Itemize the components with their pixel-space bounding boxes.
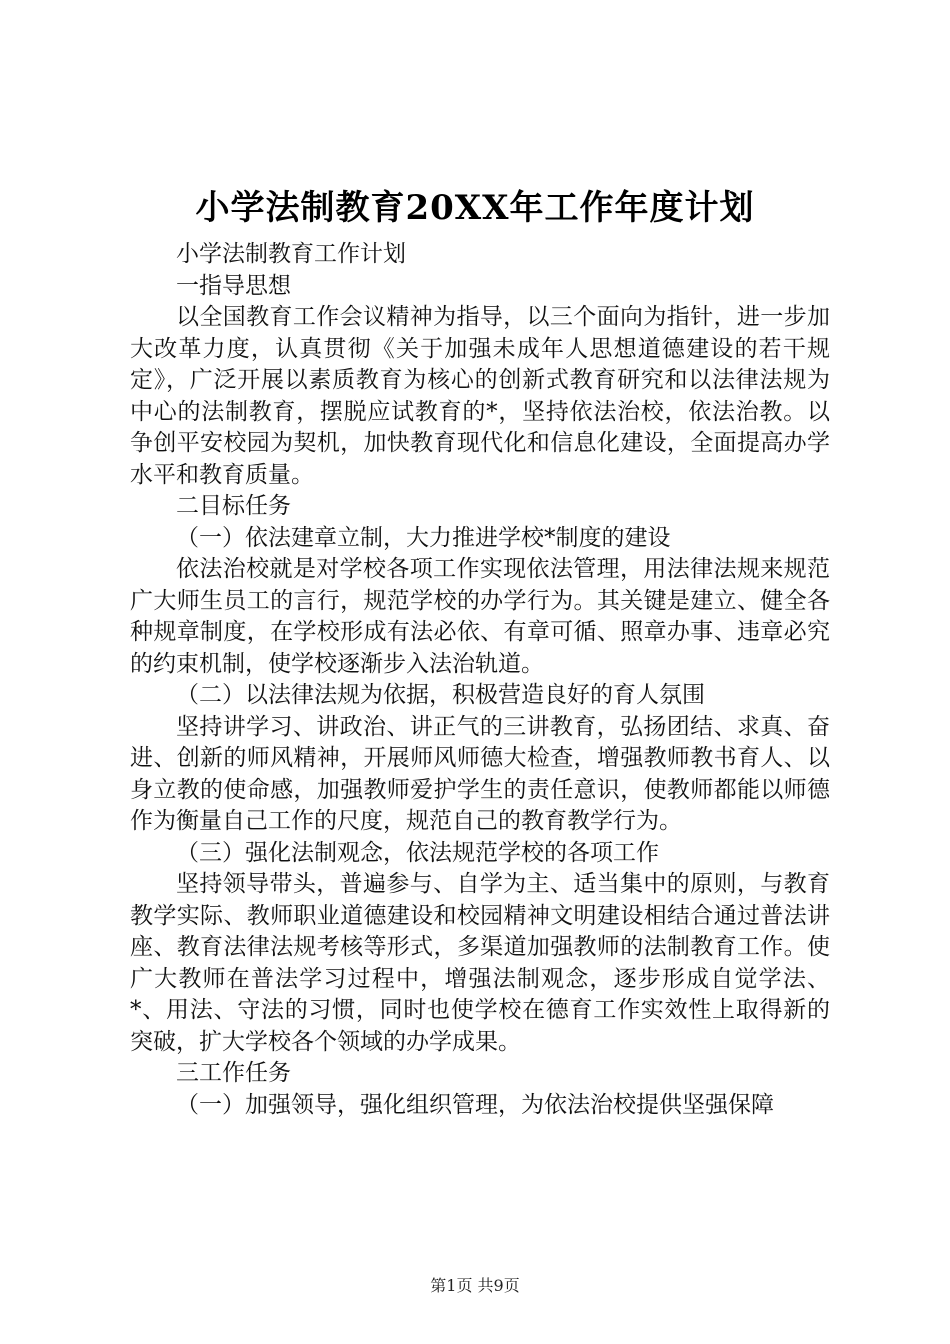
page-number-footer: 第1页 共9页	[430, 1276, 520, 1295]
section-heading: 二目标任务	[176, 493, 291, 519]
body-paragraph: 依法治校就是对学校各项工作实现依法管理，用法律法规来规范广大师生员工的言行，规范学校的办学行为。其关键是建立、健全各种规章制度，在学校形成有法必依、有章可循、照章办事、违章必究的约束机制，使学校逐渐步入法治轨道。	[130, 556, 830, 677]
body-paragraph: 坚持领导带头，普遍参与、自学为主、适当集中的原则，与教育教学实际、教师职业道德建设和校园精神文明建设相结合通过普法讲座、教育法律法规考核等形式，多渠道加强教师的法制教育工作。使广大教师在普法学习过程中，增强法制观念，逐步形成自觉学法、*、用法、守法的习惯，同时也使学校在德育工作实效性上取得新的突破，扩大学校各个领域的办学成果。	[130, 871, 830, 1055]
subsection-heading: （三）强化法制观念，依法规范学校的各项工作	[176, 839, 659, 866]
body-paragraph: 以全国教育工作会议精神为指导，以三个面向为指针，进一步加大改革力度，认真贯彻《关于加强未成年人思想道德建设的若干规定》，广泛开展以素质教育为核心的创新式教育研究和以法律法规为中心的法制教育，摆脱应试教育的*，坚持依法治校，依法治教。以争创平安校园为契机，加快教育现代化和信息化建设，全面提高办学水平和教育质量。	[130, 304, 830, 488]
document-body	[130, 239, 830, 1121]
section-heading: 一指导思想	[176, 272, 291, 299]
body-paragraph: （一）加强领导，强化组织管理，为依法治校提供坚强保障	[176, 1091, 774, 1118]
section-heading: 小学法制教育工作计划	[176, 241, 406, 267]
document-title: 小学法制教育20XX年工作年度计划	[195, 188, 755, 228]
body-paragraph: 坚持讲学习、讲政治、讲正气的三讲教育，弘扬团结、求真、奋进、创新的师风精神，开展师风师德大检查，增强教师教书育人、以身立教的使命感，加强教师爱护学生的责任意识，使教师都能以师德作为衡量自己工作的尺度，规范自己的教育教学行为。	[130, 713, 830, 834]
section-heading: 三工作任务	[176, 1060, 291, 1086]
subsection-heading: （二）以法律法规为依据，积极营造良好的育人氛围	[176, 682, 705, 708]
subsection-heading: （一）依法建章立制，大力推进学校*制度的建设	[176, 524, 671, 551]
